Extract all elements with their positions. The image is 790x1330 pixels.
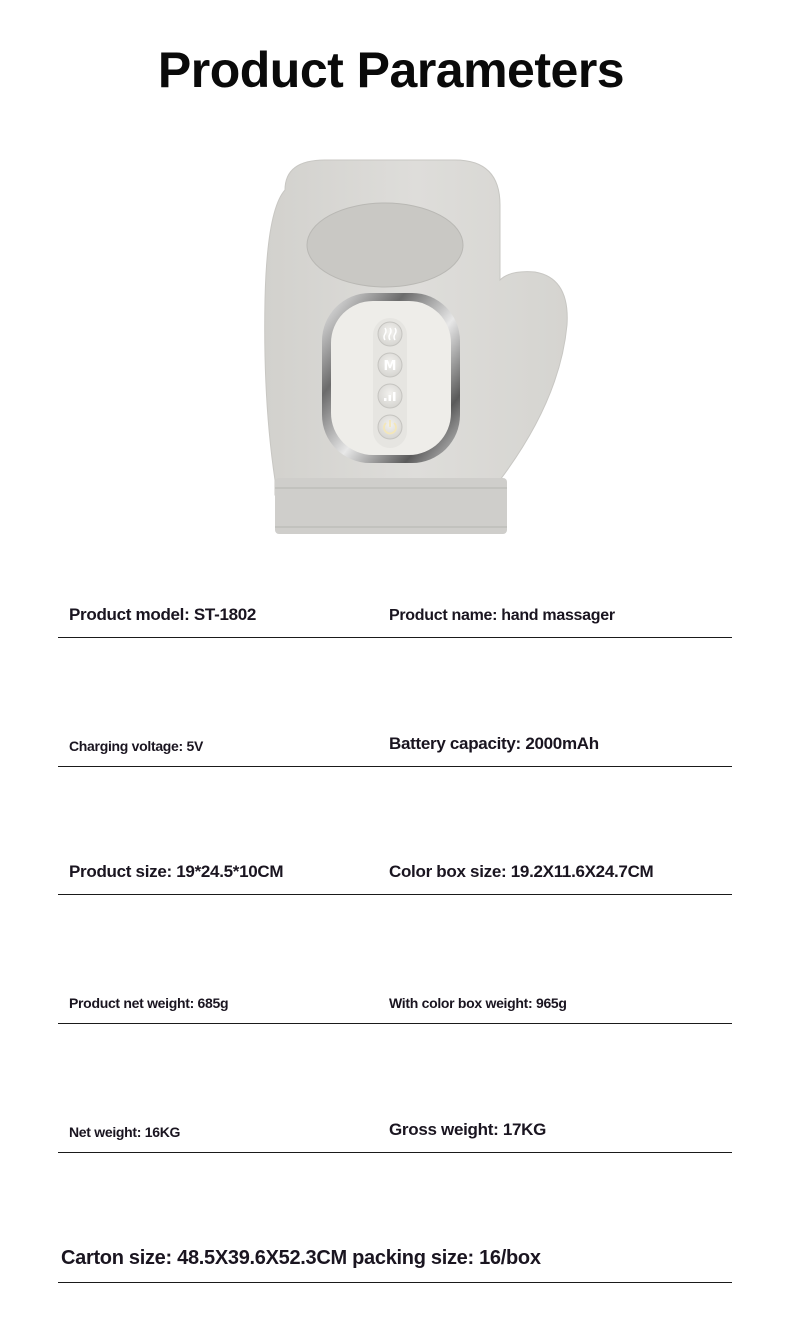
spec-battery-capacity: Battery capacity: 2000mAh (389, 734, 599, 753)
massage-pad (307, 203, 463, 287)
spec-gross-weight: Gross weight: 17KG (389, 1120, 547, 1139)
heat-button (378, 322, 402, 346)
intensity-button (378, 384, 402, 408)
spec-row-power (58, 726, 732, 767)
spec-row-carton (58, 1242, 732, 1283)
spec-row-carton-weight (58, 1112, 732, 1153)
page-title: Product Parameters (157, 42, 625, 98)
spec-color-box-weight: With color box weight: 965g (389, 995, 567, 1011)
spec-carton-size: Carton size: 48.5X39.6X52.3CM packing size: 16/box (61, 1247, 541, 1269)
product-image (255, 150, 575, 540)
svg-text:M: M (383, 359, 397, 374)
spec-product-model: Product model: ST-1802 (69, 605, 257, 624)
spec-product-size: Product size: 19*24.5*10CM (69, 862, 284, 881)
wrist-cuff (275, 478, 507, 534)
spec-row-model (58, 597, 732, 638)
spec-charging-voltage: Charging voltage: 5V (69, 738, 204, 754)
spec-row-weight (58, 983, 732, 1024)
mode-button (378, 353, 402, 377)
spec-color-box-size: Color box size: 19.2X11.6X24.7CM (389, 862, 654, 881)
spec-net-weight: Net weight: 16KG (69, 1124, 181, 1140)
spec-row-size (58, 854, 732, 895)
power-button (378, 415, 402, 439)
spec-product-net-weight: Product net weight: 685g (69, 995, 229, 1011)
spec-product-name: Product name: hand massager (389, 607, 615, 624)
